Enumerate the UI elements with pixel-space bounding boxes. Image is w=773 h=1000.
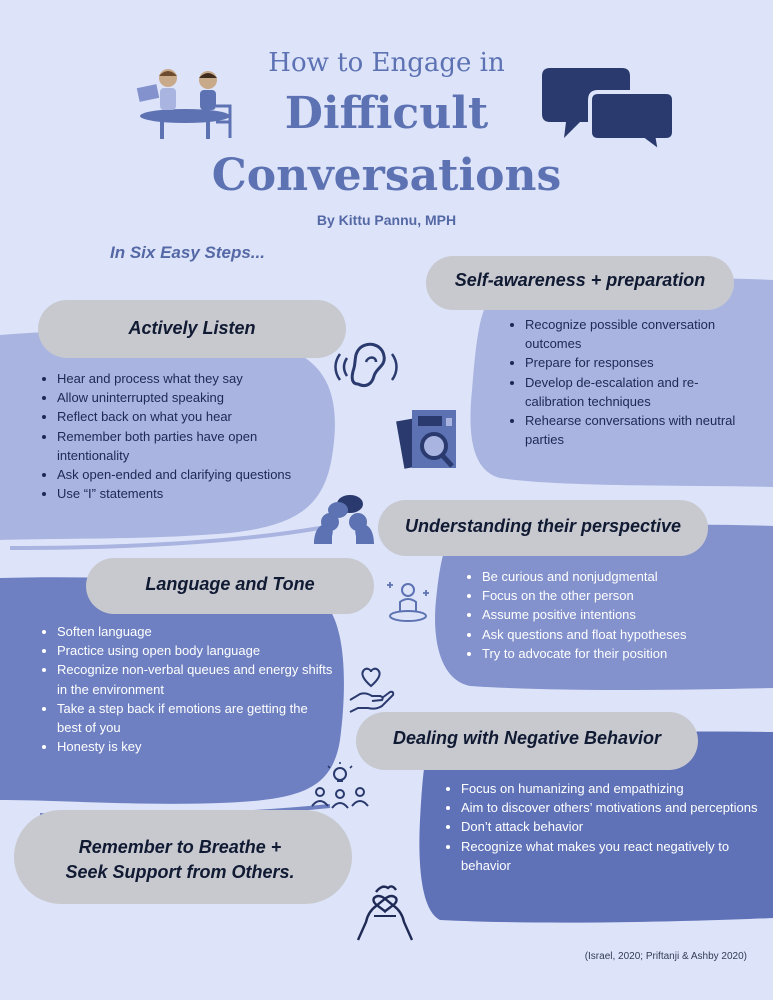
heading-actively-listen: Actively Listen xyxy=(128,318,256,338)
title-line-1: How to Engage in xyxy=(268,48,505,78)
closing-line-1: Remember to Breathe + xyxy=(78,837,282,857)
list-item: • Recognize non-verbal queues and energy shifts in the environment xyxy=(57,660,333,698)
list-item: • Ask open-ended and clarifying questions xyxy=(57,465,325,484)
list-item: • Remember both parties have open intentionality xyxy=(57,427,325,465)
list-item: • Honesty is key xyxy=(57,737,333,756)
handshake-icon xyxy=(352,876,418,944)
list-perspective xyxy=(465,567,752,663)
list-item: • Recognize what makes you react negatively to behavior xyxy=(461,837,761,875)
list-item: • Take a step back if emotions are getting the best of you xyxy=(57,699,333,737)
list-item: • Soften language xyxy=(57,622,333,641)
heading-self-awareness: Self-awareness + preparation xyxy=(454,270,706,290)
list-item: • Practice using open body language xyxy=(57,641,333,660)
list-negative-behavior xyxy=(444,779,761,875)
list-item: • Focus on the other person xyxy=(482,586,752,605)
list-item: • Ask questions and float hypotheses xyxy=(482,625,752,644)
list-language-tone xyxy=(40,622,333,756)
list-item: • Reflect back on what you hear xyxy=(57,407,325,426)
children-reading-icon xyxy=(130,66,240,142)
heading-perspective: Understanding their perspective xyxy=(404,516,682,536)
closing-line-2: Seek Support from Others. xyxy=(65,862,295,882)
documents-magnifier-icon xyxy=(396,404,468,476)
subtitle: In Six Easy Steps... xyxy=(110,243,265,262)
closing-message xyxy=(30,835,330,885)
byline: By Kittu Pannu, MPH xyxy=(316,212,457,228)
list-item: • Don’t attack behavior xyxy=(461,817,761,836)
speech-bubbles-icon xyxy=(542,66,674,152)
list-item: • Be curious and nonjudgmental xyxy=(482,567,752,586)
list-item: • Allow uninterrupted speaking xyxy=(57,388,325,407)
list-item: • Prepare for responses xyxy=(525,353,753,372)
team-idea-icon xyxy=(310,762,370,814)
heading-language-tone: Language and Tone xyxy=(145,574,315,594)
list-item: • Develop de-escalation and re-calibration techniques xyxy=(525,373,753,411)
list-item: • Recognize possible conversation outcomes xyxy=(525,315,753,353)
citation: (Israel, 2020; Priftanji & Ashby 2020) xyxy=(584,951,747,962)
list-actively-listen xyxy=(40,369,325,503)
title-line-3: Conversations xyxy=(211,150,562,201)
list-item: • Use “I” statements xyxy=(57,484,325,503)
hand-heart-icon xyxy=(346,664,396,716)
title-line-2: Difficult xyxy=(284,88,489,139)
list-item: • Rehearse conversations with neutral parties xyxy=(525,411,753,449)
heading-negative-behavior: Dealing with Negative Behavior xyxy=(392,728,662,748)
listening-ear-icon xyxy=(330,340,402,394)
list-item: • Focus on humanizing and empathizing xyxy=(461,779,761,798)
list-item: • Try to advocate for their position xyxy=(482,644,752,663)
list-item: • Assume positive intentions xyxy=(482,605,752,624)
person-meditating-icon xyxy=(384,576,432,626)
list-self-awareness xyxy=(508,315,753,449)
list-item: • Aim to discover others’ motivations and perceptions xyxy=(461,798,761,817)
list-item: • Hear and process what they say xyxy=(57,369,325,388)
